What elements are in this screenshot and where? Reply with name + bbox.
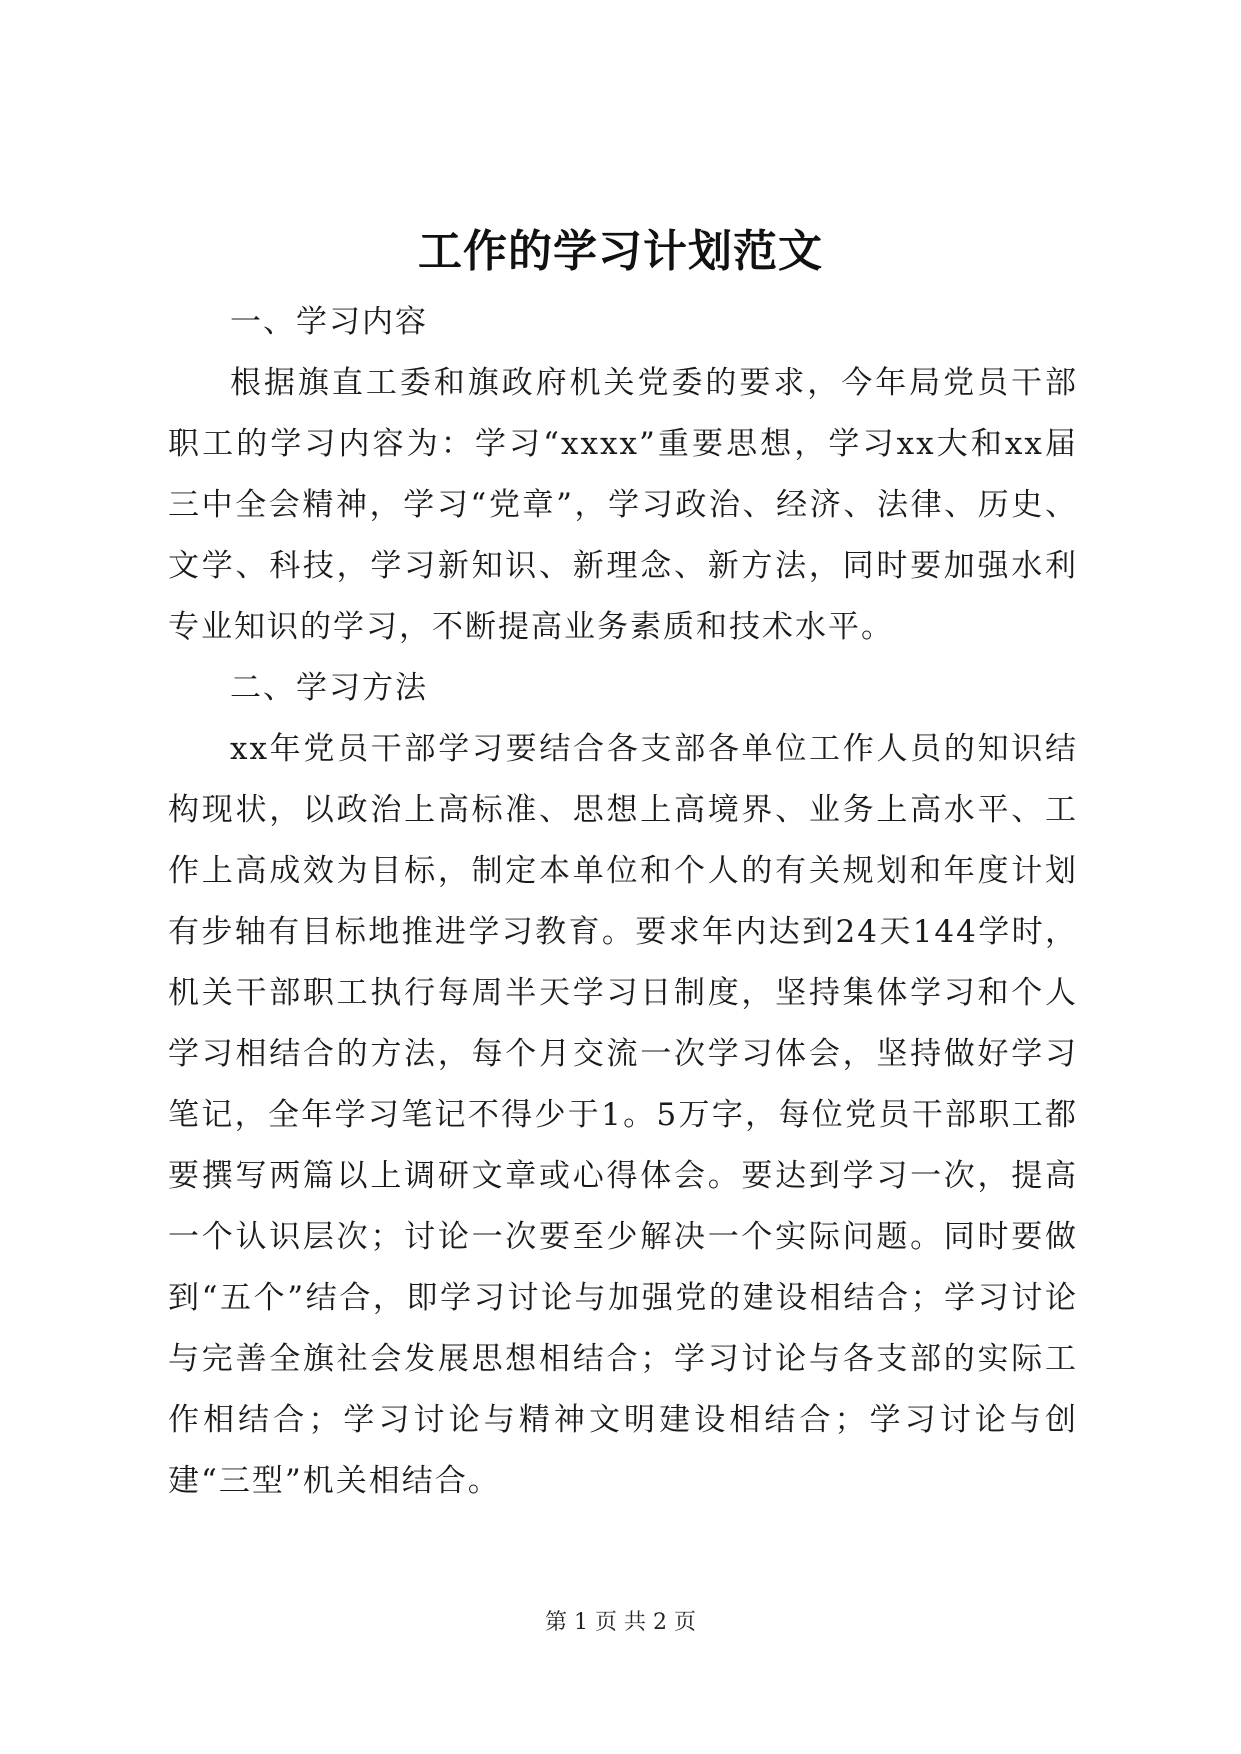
page-number-footer: 第 1 页 共 2 页 <box>545 1610 696 1635</box>
section-heading-method: 二、学习方法 <box>230 670 428 706</box>
section-paragraph-method: xx年党员干部学习要结合各支部各单位工作人员的知识结构现状，以政治上高标准、思想上高境界、业务上高水平、工作上高成效为目标，制定本单位和个人的有关规划和年度计划有步轴有目标地推进学习教育。要求年内达到24天144学时，机关干部职工执行每周半天学习日制度，坚持集体学习和个人学习相结合的方法，每个月交流一次学习体会，坚持做好学习笔记，全年学习笔记不得少于1。5万字，每位党员干部职工都要撰写两篇以上调研文章或心得体会。要达到学习一次，提高一个认识层次；讨论一次要至少解决一个实际问题。同时要做到“五个”结合，即学习讨论与加强党的建设相结合；学习讨论与完善全旗社会发展思想相结合；学习讨论与各支部的实际工作相结合；学习讨论与精神文明建设相结合；学习讨论与创建“三型”机关相结合。 <box>168 731 1078 1499</box>
document-title: 工作的学习计划范文 <box>418 226 823 277</box>
section-heading-content: 一、学习内容 <box>230 304 428 340</box>
document-body <box>168 292 1078 1512</box>
section-paragraph-content: 根据旗直工委和旗政府机关党委的要求，今年局党员干部职工的学习内容为：学习“xxxx”重要思想，学习xx大和xx届三中全会精神，学习“党章”，学习政治、经济、法律、历史、文学、科技，学习新知识、新理念、新方法，同时要加强水利专业知识的学习，不断提高业务素质和技术水平。 <box>168 365 1078 645</box>
